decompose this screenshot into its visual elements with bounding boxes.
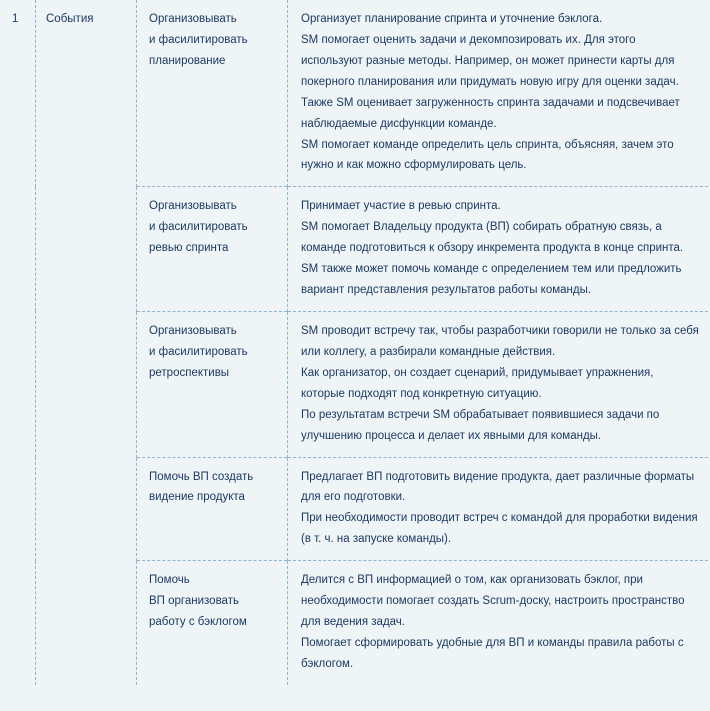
description-paragraph: Организует планирование спринта и уточнение бэклога. xyxy=(301,13,603,25)
group-cell xyxy=(36,0,137,685)
description-paragraph: Делится с ВП информацией о том, как организовать бэклог, при необходимости помогает создать Scrum-доску, настроить пространство для ведения задач. xyxy=(301,574,685,629)
role-line: ретроспективы xyxy=(149,366,230,379)
description-paragraph: Также SM оценивает загруженность спринта задачами и подсвечивает наблюдаемые дисфункции команде. xyxy=(301,96,680,130)
description-cell xyxy=(288,561,710,685)
role-cell xyxy=(137,0,288,187)
role-line: Помочь xyxy=(149,574,190,587)
row-number-cell xyxy=(0,0,36,685)
description-cell xyxy=(288,311,710,457)
description-paragraph: Помогает сформировать удобные для ВП и команды правила работы с бэклогом. xyxy=(301,636,684,670)
role-text xyxy=(137,187,287,269)
description-paragraph: Принимает участие в ревью спринта. xyxy=(301,200,501,213)
role-line: Организовывать xyxy=(149,200,237,213)
description-paragraph: По результатам встречи SM обрабатывает появившиеся задачи по улучшению процесса и делает их явными для команды. xyxy=(301,408,660,442)
description-paragraph: SM также может помочь команде с определением тем или предложить вариант представления результатов работы команды. xyxy=(301,263,682,297)
role-line: видение продукта xyxy=(149,491,245,504)
role-cell xyxy=(137,311,288,457)
description-text xyxy=(288,0,710,186)
description-text xyxy=(288,561,710,685)
role-line: Организовывать xyxy=(149,324,237,337)
role-cell xyxy=(137,561,288,685)
description-paragraph: SM проводит встречу так, чтобы разработчики говорили не только за себя или коллегу, а разбирали командные действия. xyxy=(301,324,699,358)
description-cell xyxy=(288,457,710,561)
role-cell xyxy=(137,187,288,312)
description-cell xyxy=(288,187,710,312)
role-cell xyxy=(137,457,288,561)
role-line: работу с бэклогом xyxy=(149,616,247,629)
role-text xyxy=(137,458,287,519)
role-line: Помочь ВП создать xyxy=(149,470,254,483)
role-line: планирование xyxy=(149,54,226,67)
role-line: Организовывать xyxy=(149,13,237,25)
description-text xyxy=(288,458,710,561)
description-paragraph: При необходимости проводит встреч с командой для проработки видения (в т. ч. на запуске команды). xyxy=(301,512,698,546)
description-text xyxy=(288,312,710,457)
row-number: 1 xyxy=(12,13,19,25)
role-line: и фасилитировать xyxy=(149,33,248,46)
role-text xyxy=(137,0,287,82)
role-text xyxy=(137,312,287,394)
role-line: и фасилитировать xyxy=(149,221,248,234)
description-cell xyxy=(288,0,710,187)
description-paragraph: SM помогает команде определить цель спринта, объясняя, зачем это нужно и как можно сформулировать цель. xyxy=(301,138,674,172)
description-paragraph: Как организатор, он создает сценарий, придумывает упражнения, которые подходят под конкретную ситуацию. xyxy=(301,366,654,400)
description-paragraph: SM помогает оценить задачи и декомпозировать их. Для этого используют разные методы. Например, он может принести карты для покерного планирования или придумать новую игру для оценки задач. xyxy=(301,33,679,88)
role-line: ревью спринта xyxy=(149,242,229,255)
role-text xyxy=(137,561,287,643)
role-line: и фасилитировать xyxy=(149,345,248,358)
description-paragraph: Предлагает ВП подготовить видение продукта, дает различные форматы для его подготовки. xyxy=(301,470,695,504)
description-paragraph: SM помогает Владельцу продукта (ВП) собирать обратную связь, а команде подготовиться к обзору инкремента продукта в конце спринта. xyxy=(301,221,684,255)
table-row xyxy=(0,0,710,187)
description-text xyxy=(288,187,710,311)
role-line: ВП организовать xyxy=(149,595,239,608)
group-label: События xyxy=(46,13,94,25)
